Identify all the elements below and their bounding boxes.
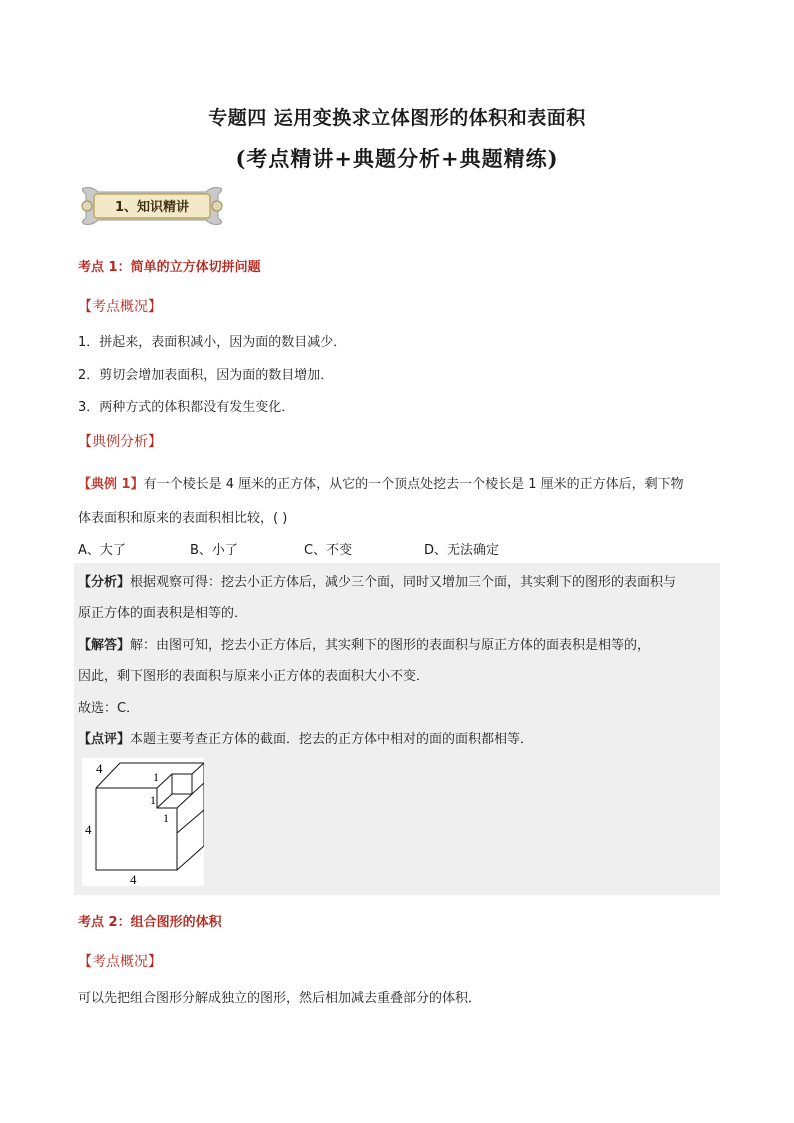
page-title: 专题四 运用变换求立体图形的体积和表面积 bbox=[208, 107, 586, 129]
comment-line bbox=[78, 728, 533, 747]
analysis-text-1: 根据观察可得：挖去小正方体后，减少三个面，同时又增加三个面，其实剩下的图形的表面积与 bbox=[130, 575, 677, 590]
section2-text: 可以先把组合图形分解成独立的图形，然后相加减去重叠部分的体积． bbox=[78, 991, 482, 1006]
section1-heading: 考点 1：简单的立方体切拼问题 bbox=[78, 260, 261, 275]
edge-label-top: 4 bbox=[96, 761, 103, 776]
example-line-2: 体表面积和原来的表面积相比较，( ) bbox=[78, 511, 288, 526]
example-line-1 bbox=[78, 473, 684, 492]
answer-line-2: 因此，剩下图形的表面积与原来小正方体的表面积大小不变． bbox=[78, 669, 430, 684]
option-c: C、不变 bbox=[304, 543, 353, 558]
option-d: D、无法确定 bbox=[424, 543, 500, 558]
answer-tag: 【解答】 bbox=[78, 638, 131, 653]
point-3: 3．两种方式的体积都没有发生变化． bbox=[78, 400, 295, 415]
analysis-tag: 【分析】 bbox=[78, 575, 131, 590]
section2-overview-label: 【考点概况】 bbox=[78, 954, 162, 970]
point-1: 1．拼起来，表面积减小，因为面的数目减少． bbox=[78, 335, 347, 350]
section1-overview-label: 【考点概况】 bbox=[78, 299, 162, 315]
banner-label: 1、知识精讲 bbox=[114, 200, 190, 215]
answer-text-1: 解：由图可知，挖去小正方体后，其实剩下的图形的表面积与原正方体的面表积是相等的， bbox=[130, 638, 651, 653]
comment-text: 本题主要考查正方体的截面．挖去的正方体中相对的面的面积都相等． bbox=[130, 732, 534, 747]
answer-line-1 bbox=[78, 634, 650, 653]
section-banner bbox=[78, 186, 226, 226]
edge-label-bottom: 4 bbox=[130, 872, 137, 886]
page-subtitle: (考点精讲+典题分析+典题精练) bbox=[235, 146, 559, 171]
option-a: A、大了 bbox=[78, 543, 126, 558]
analysis-line-1 bbox=[78, 571, 676, 590]
cut-label-3: 1 bbox=[163, 811, 169, 825]
analysis-label: 【典例分析】 bbox=[78, 434, 162, 450]
edge-label-left: 4 bbox=[85, 822, 92, 837]
section2-heading: 考点 2：组合图形的体积 bbox=[78, 915, 222, 930]
option-b: B、小了 bbox=[190, 543, 238, 558]
answer-choice: 故选：C． bbox=[78, 701, 140, 716]
example-text-1: 有一个棱长是 4 厘米的正方体，从它的一个顶点处挖去一个棱长是 1 厘米的正方体后，剩下物 bbox=[143, 477, 684, 492]
scroll-banner-icon bbox=[78, 186, 226, 226]
cut-label-1: 1 bbox=[153, 770, 159, 784]
cube-diagram bbox=[82, 758, 204, 886]
example-label: 【典例 1】 bbox=[78, 477, 144, 492]
comment-tag: 【点评】 bbox=[78, 732, 131, 747]
cube-figure bbox=[82, 758, 204, 886]
point-2: 2．剪切会增加表面积，因为面的数目增加． bbox=[78, 368, 334, 383]
analysis-line-2: 原正方体的面表积是相等的． bbox=[78, 606, 248, 621]
cut-label-2: 1 bbox=[150, 793, 156, 807]
